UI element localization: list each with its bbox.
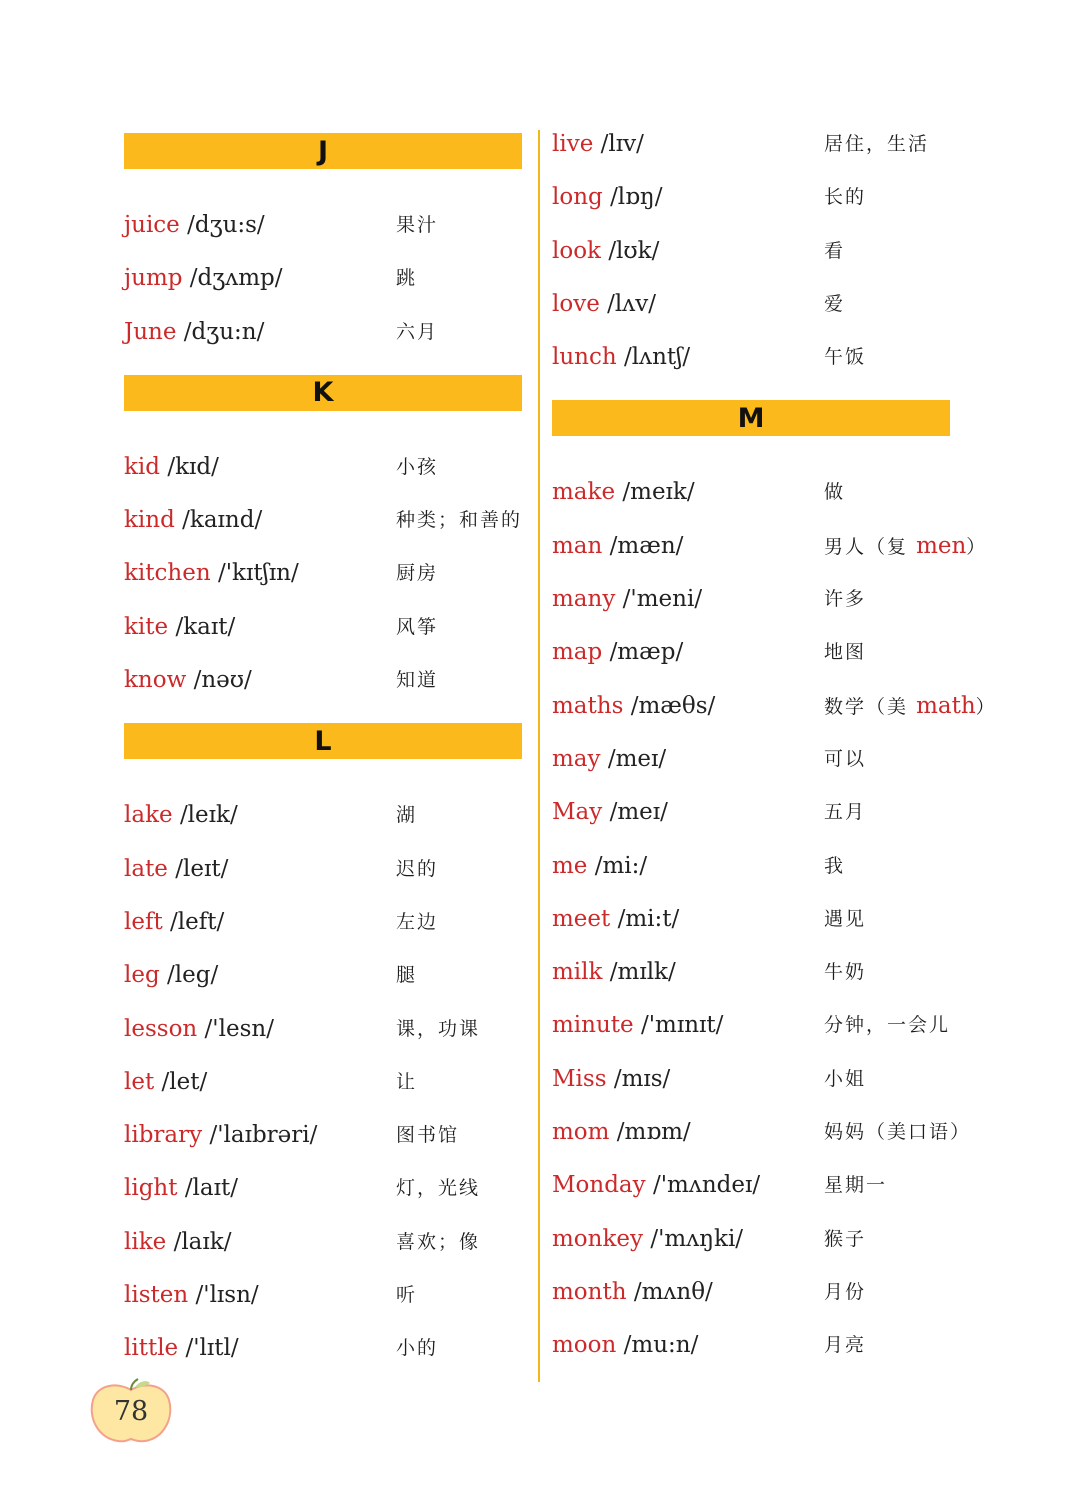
entry-phonetic: /dʒu:n/ [183,318,265,345]
entry-meaning [824,840,845,893]
vocab-entry [124,199,522,252]
entry-word: man [552,532,603,559]
entry-word: May [552,799,603,826]
entry-meaning [396,949,417,1002]
letter-header-l: L [124,723,522,759]
entry-meaning [396,654,438,707]
vocab-entry [124,654,522,707]
entry-meaning [396,306,438,359]
entry-phonetic: /lɪv/ [600,131,644,157]
section-spacer [124,1376,522,1392]
entry-meaning [396,1162,480,1215]
right-column [552,118,997,1389]
meaning-text: 居住，生活 [824,133,930,155]
entry-word: look [552,237,601,264]
vocab-entry [124,1162,522,1215]
meaning-text: 小姐 [824,1067,867,1090]
vocab-entry [552,946,950,999]
entry-meaning [396,1056,417,1109]
meaning-text: 图书馆 [396,1124,460,1147]
entry-phonetic: /kaɪt/ [175,613,236,640]
entry-meaning [824,999,950,1052]
entry-word: kid [124,453,161,480]
vocab-entry [552,1159,950,1212]
meaning-text: 猴子 [824,1227,867,1250]
entry-phonetic: /mi:t/ [617,905,680,932]
vocab-entry [552,1106,972,1159]
entry-phonetic: /'laɪbrəri/ [209,1122,318,1149]
entry-word: month [552,1278,627,1305]
meaning-text: 跳 [396,267,418,290]
section-spacer [552,384,950,400]
vocab-entry [124,789,522,842]
vocab-entry [552,786,950,839]
entry-word: lake [124,802,173,829]
entry-meaning [824,118,929,171]
entry-meaning [396,441,438,494]
vocab-entry [552,573,950,626]
letter-header-m: M [552,400,950,436]
entry-word: Monday [552,1172,646,1199]
entry-meaning [396,1003,480,1056]
entry-word: love [552,290,600,317]
vocab-entry [124,252,522,305]
meaning-english-word: men [916,532,967,559]
vocab-entry [552,520,988,573]
entry-meaning [824,573,866,626]
entry-word: June [124,318,177,345]
meaning-text: 喜欢；像 [396,1230,481,1253]
entry-phonetic: /'lesn/ [204,1015,274,1042]
entry-phonetic: /meɪ/ [607,745,667,772]
meaning-text: 做 [824,481,846,504]
vocab-entry [124,1216,522,1269]
entry-meaning [824,786,866,839]
section-spacer [124,359,522,375]
entry-meaning [824,466,845,519]
entry-meaning [396,1109,459,1162]
meaning-text: 月份 [824,1280,867,1303]
vocab-entry [124,441,522,494]
entry-phonetic: /lɒŋ/ [610,184,663,211]
vocab-entry [124,547,522,600]
entry-phonetic: /dʒu:s/ [187,212,265,238]
vocab-entry [124,949,522,1002]
page-number: 78 [113,1396,149,1427]
meaning-text: 星期一 [824,1174,888,1197]
meaning-text: 小孩 [396,455,439,478]
vocab-entry [552,171,950,224]
vocab-entry [124,494,522,547]
entry-meaning [824,1053,866,1106]
letter-header-k: K [124,375,522,411]
section-spacer [552,436,950,466]
meaning-text: 课，功课 [396,1017,481,1040]
meaning-english-word: math [916,692,976,719]
vocab-entry [124,1003,522,1056]
section-spacer [124,169,522,199]
meaning-text: 地图 [824,641,867,664]
entry-meaning [396,252,417,305]
letter-header-j: J [124,133,522,169]
entry-word: monkey [552,1225,644,1252]
entry-phonetic: /'meni/ [622,586,703,613]
entry-word: know [124,667,187,694]
vocab-entry [552,118,950,171]
entry-word: live [552,131,594,157]
entry-phonetic: /leg/ [167,962,219,989]
meaning-text: 湖 [396,804,418,827]
meaning-text: 风筝 [396,615,439,638]
entry-word: late [124,855,168,882]
entry-phonetic: /'mʌndeɪ/ [652,1172,761,1199]
entry-meaning [824,893,866,946]
vocab-entry [552,466,950,519]
entry-meaning [824,680,997,734]
entry-word: left [124,908,163,935]
meaning-text: 数学（美 [824,695,909,718]
entry-word: listen [124,1282,189,1309]
meaning-text: 看 [824,239,846,262]
entry-phonetic: /leɪk/ [179,802,238,829]
entry-meaning [824,1266,866,1319]
vocab-entry [124,896,522,949]
vocab-entry [124,306,522,359]
entry-word: mom [552,1119,610,1146]
entry-phonetic: /lʌntʃ/ [624,344,691,371]
meaning-text: 爱 [824,292,846,315]
entry-meaning [396,789,417,842]
entry-meaning [824,1213,866,1266]
meaning-text: 果汁 [396,214,439,236]
vocab-entry [552,331,950,384]
entry-phonetic: /mʌnθ/ [633,1278,713,1305]
vocab-entry [124,843,522,896]
entry-word: Miss [552,1065,607,1092]
entry-word: may [552,745,601,772]
entry-phonetic: /mu:n/ [623,1332,699,1359]
entry-meaning [396,843,438,896]
meaning-text: 午饭 [824,346,867,369]
meaning-text: 知道 [396,669,439,692]
meaning-text: 月亮 [824,1334,867,1357]
entry-meaning [824,225,845,278]
entry-phonetic: /laɪt/ [184,1175,238,1202]
entry-phonetic: /'mɪnɪt/ [640,1012,724,1039]
entry-word: me [552,852,588,879]
entry-phonetic: /meɪk/ [622,479,695,506]
entry-phonetic: /laɪk/ [173,1228,232,1255]
vocab-entry [552,1213,950,1266]
entry-meaning [824,171,866,224]
entry-meaning [824,331,866,384]
entry-phonetic: /lʊk/ [608,237,660,264]
entry-phonetic: /dʒʌmp/ [189,265,283,292]
vocab-entry [552,999,950,1052]
meaning-text: 厨房 [396,562,439,585]
meaning-text: 五月 [824,801,867,824]
entry-word: library [124,1122,203,1149]
meaning-text: 腿 [396,964,418,987]
vocab-entry [552,733,950,786]
vocab-entry [552,278,950,331]
meaning-text: 男人（复 [824,535,909,558]
entry-word: meet [552,905,611,932]
meaning-text-end: ） [975,695,997,718]
entry-phonetic: /kɪd/ [167,453,219,480]
meaning-text: 种类；和善的 [396,509,523,532]
entry-phonetic: /nəʊ/ [193,667,252,694]
entry-word: map [552,639,603,666]
entry-phonetic: /mɒm/ [616,1119,691,1146]
entry-meaning [396,199,438,252]
entry-meaning [396,547,438,600]
meaning-text: 可以 [824,747,867,770]
meaning-text: 我 [824,854,846,877]
entry-phonetic: /mæθs/ [630,692,716,719]
entry-word: leg [124,962,160,989]
entry-meaning [396,1216,480,1269]
entry-word: kitchen [124,560,211,587]
entry-phonetic: /let/ [161,1068,208,1095]
vocab-entry [124,1322,522,1375]
entry-phonetic: /mæp/ [609,639,684,666]
entry-meaning [824,1106,971,1159]
entry-word: minute [552,1012,634,1039]
entry-word: like [124,1228,167,1255]
vocab-entry [552,1319,950,1372]
meaning-text: 牛奶 [824,961,867,984]
entry-phonetic: /meɪ/ [609,799,668,826]
entry-meaning [824,946,866,999]
entry-phonetic: /mɪlk/ [609,959,676,986]
entry-word: let [124,1068,155,1095]
entry-meaning [824,1319,866,1372]
entry-word: little [124,1335,179,1362]
entry-phonetic: /left/ [170,908,225,935]
meaning-text: 妈妈（美口语） [824,1121,972,1144]
meaning-text: 听 [396,1284,418,1307]
entry-meaning [396,896,438,949]
vocab-entry [552,626,950,679]
entry-word: many [552,586,616,613]
entry-meaning [824,1159,887,1212]
meaning-text: 分钟，一会儿 [824,1014,951,1037]
vocab-entry [124,1056,522,1109]
meaning-text: 迟的 [396,857,439,880]
entry-word: long [552,184,603,211]
vocab-entry [124,1109,522,1162]
section-spacer [552,1373,950,1389]
entry-phonetic: /mɪs/ [613,1065,671,1092]
entry-meaning [396,1322,438,1375]
entry-word: make [552,479,616,506]
entry-phonetic: /'kɪtʃɪn/ [217,560,299,587]
entry-word: kind [124,507,175,534]
entry-word: milk [552,959,603,986]
meaning-text: 遇见 [824,907,867,930]
entry-phonetic: /lʌv/ [607,290,656,317]
vocab-entry [552,680,997,733]
entry-meaning [824,278,845,331]
vocab-entry [552,840,950,893]
entry-phonetic: /mæn/ [609,532,684,559]
entry-phonetic: /'mʌŋki/ [650,1225,744,1252]
vocab-entry [552,1053,950,1106]
entry-meaning [396,601,438,654]
entry-word: jump [124,265,183,292]
entry-word: juice [124,212,180,238]
vocab-entry [124,1269,522,1322]
section-spacer [124,707,522,723]
entry-phonetic: /'lɪtl/ [185,1335,239,1362]
entry-meaning [396,494,522,547]
vocab-entry [124,601,522,654]
vocab-entry [552,1266,950,1319]
section-spacer [124,759,522,789]
entry-word: lesson [124,1015,198,1042]
entry-word: lunch [552,344,617,371]
column-divider [538,130,540,1382]
meaning-text: 长的 [824,186,867,209]
meaning-text: 六月 [396,320,439,343]
entry-word: kite [124,613,169,640]
section-spacer [124,411,522,441]
meaning-text: 左边 [396,910,439,933]
entry-word: maths [552,692,624,719]
meaning-text: 小的 [396,1337,439,1360]
page-number-badge [88,1378,174,1444]
entry-word: light [124,1175,178,1202]
entry-meaning [824,733,866,786]
entry-phonetic: /kaɪnd/ [182,507,263,534]
entry-phonetic: /'lɪsn/ [195,1282,259,1309]
vocab-entry [552,225,950,278]
entry-phonetic: /leɪt/ [175,855,229,882]
meaning-text-end: ） [966,535,988,558]
meaning-text: 许多 [824,588,867,611]
entry-meaning [396,1269,417,1322]
entry-meaning [824,520,987,574]
left-column [124,133,522,1392]
entry-meaning [824,626,866,679]
meaning-text: 灯，光线 [396,1177,481,1200]
meaning-text: 让 [396,1070,418,1093]
entry-phonetic: /mi:/ [594,852,648,879]
vocab-entry [552,893,950,946]
entry-word: moon [552,1332,617,1359]
